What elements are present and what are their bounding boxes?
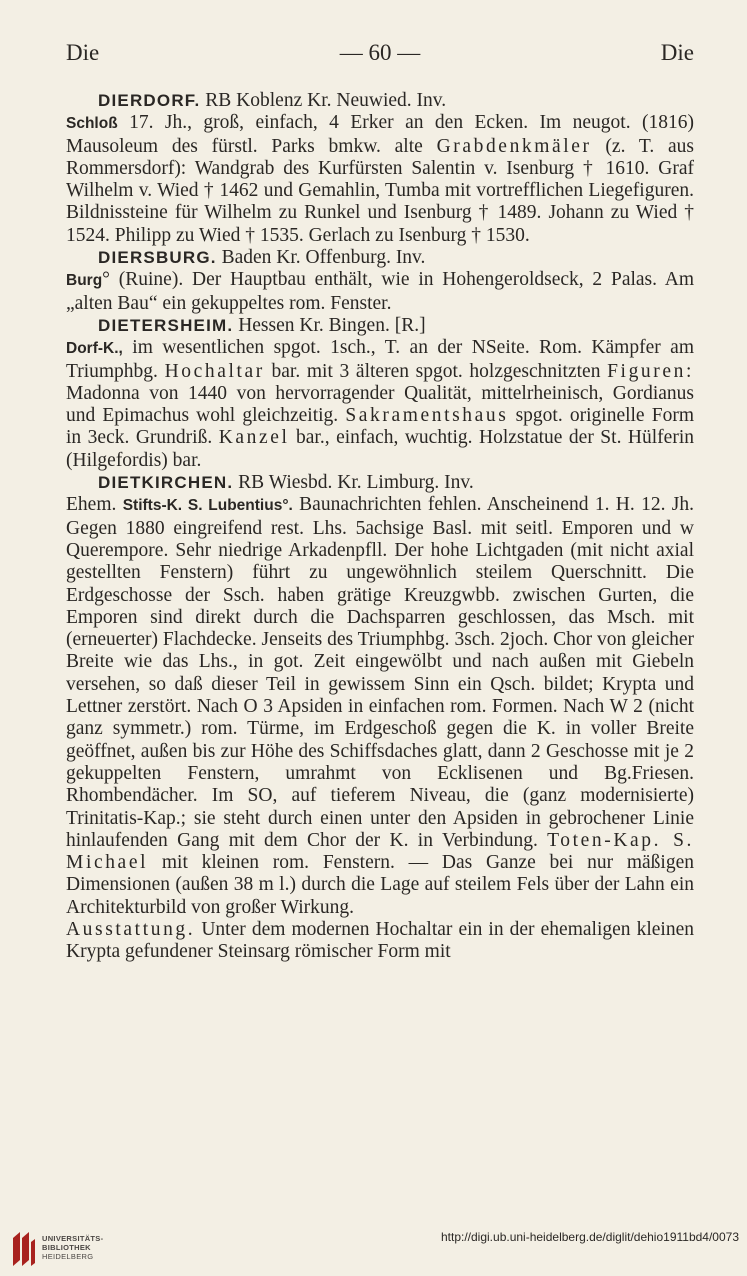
logo-line: UNIVERSITÄTS-: [42, 1234, 104, 1243]
entry-dietersheim: [66, 315, 694, 337]
running-head-left: Die: [66, 40, 100, 65]
spaced-term: Kanzel: [218, 427, 290, 449]
entry-text: 17. Jh., groß, einfach, 4 Erker an den Ecken. Im neugot. (1816) Mausoleum des fürstl. Parks bmkw. alte: [66, 112, 694, 157]
footer: [0, 1218, 747, 1276]
running-head-right: Die: [660, 40, 694, 65]
entry-label: Stifts-K. S. Lubentius°.: [122, 497, 293, 515]
entry-heading: DIERSBURG.: [98, 248, 217, 268]
main-text: [66, 90, 694, 964]
entry-text: Baunachrichten fehlen. Anscheinend 1. H. 12. Jh. Gegen 1880 eingreifend rest. Lhs. 5achsige Basl. mit seitl. Emporen und w Querempore. Sehr niedrige Arkadenpfll. Der hohe Lichtgaden (mit nicht axial gestellten Fenstern) führt zu ungewöhnlich steilem Querschnitt. Die Erdgeschosse der Ssch. haben grätige Kreuzgwbb. zwischen Gurten, die Emporen sind direkt durch die Dachsparren geschlossen, das Msch. mit (erneuerter) Flachdecke. Jenseits des Triumphbg. 3sch. 2joch. Chor von gleicher Breite wie das Lhs., in got. Zeit eingewölbt und nach außen mit Giebeln versehen, so daß dieser Teil in gewissem Sinn ein Qsch. bildet; Krypta und Lettner zerstört. Nach O 3 Apsiden in einfachen rom. Formen. Nach W 2 (nicht ganz symmetr.) rom. Türme, im Erdgeschoß gegen die K. in voller Breite geöffnet, außen bis zur Höhe des Schiffsdaches glatt, dann 2 Geschosse mit je 2 gekuppelten Fenstern, umrahmt von Ecklisenen und Bg.Friesen. Rhombendächer. Im SO, auf tieferem Niveau, die (ganz modernisierte) Trinitatis-Kap.; sie steht durch einen unter den Apsiden in gebrochener Linie hinlaufenden Gang mit dem Chor der K. in Verbindung.: [66, 494, 695, 851]
entry-intro: Baden Kr. Offenburg. Inv.: [216, 247, 426, 269]
spaced-term: Grabdenkmäler: [436, 135, 592, 157]
entry-text: spgot. originelle Form in 3eck. Grundriß.: [66, 405, 694, 449]
spaced-term: Ausstattung.: [66, 918, 196, 940]
entry-heading: DIETKIRCHEN.: [98, 473, 234, 493]
entry-label: Burg: [66, 272, 103, 290]
entry-intro: RB Wiesbd. Kr. Limburg. Inv.: [233, 472, 474, 494]
entry-text: bar. mit 3 älteren spgot. holzgeschnitzten: [264, 360, 608, 382]
entry-heading: DIERDORF.: [98, 91, 201, 110]
entry-diersburg: [66, 247, 694, 269]
entry-text: ° (Ruine). Der Hauptbau enthält, wie in Hohengeroldseck, 2 Palas. Am „alten Bau“ ein gekuppeltes rom. Fenster.: [66, 269, 694, 314]
entry-text: im wesentlichen spgot. 1sch., T. an der NSeite. Rom. Kämpfer am Triumphbg.: [66, 337, 694, 382]
spaced-term: Hochaltar: [164, 360, 265, 382]
entry-heading: DIETERSHEIM.: [98, 315, 234, 335]
library-logo: [10, 1230, 150, 1270]
entry-text: bar., einfach, wuchtig. Holzstatue der St. Hülferin (Hilgefordis) bar.: [66, 427, 694, 471]
entry-intro: Hessen Kr. Bingen. [R.]: [233, 314, 426, 336]
library-logo-text: [42, 1234, 103, 1261]
page-number: — 60 —: [339, 40, 421, 65]
logo-line: BIBLIOTHEK: [42, 1243, 91, 1252]
page-header: [66, 40, 694, 74]
entry-text: (z. T. aus Rommersdorf): Wandgrab des Kurfürsten Salentin v. Isenburg † 1610. Graf Wilhelm v. Wied † 1462 und Gemahlin, Tumba mit vortrefflichen Liegefiguren. Bildnissteine für Wilhelm zu Runkel und Isenburg † 1489. Johann zu Wied † 1524. Philipp zu Wied † 1535. Gerlach zu Isenburg † 1530.: [66, 135, 694, 246]
spaced-term: Figuren:: [607, 360, 694, 382]
entry-body: [66, 494, 694, 919]
entry-intro: RB Koblenz Kr. Neuwied. Inv.: [200, 90, 447, 111]
entry-dietkirchen: [66, 472, 694, 494]
entry-text: Ehem.: [66, 494, 123, 516]
entry-body: [66, 337, 694, 472]
entry-body: [66, 112, 694, 247]
entry-text: Unter dem modernen Hochaltar ein in der ehemaligen kleinen Krypta gefundener Steinsarg römischer Form mit: [66, 918, 694, 963]
source-url[interactable]: http://digi.ub.uni-heidelberg.de/diglit/dehio1911bd4/0073: [440, 1230, 739, 1244]
entry-label: Dorf-K.,: [66, 340, 123, 358]
spaced-term: Toten-Kap. S. Michael: [66, 829, 694, 874]
entry-text: mit kleinen rom. Fenstern. — Das Ganze bei nur mäßigen Dimensionen (außen 38 m l.) durch die Lage auf steilem Fels über der Lahn ein Architekturbild von großer Wirkung.: [66, 852, 694, 918]
entry-text: Madonna von 1440 von hervorragender Qualität, mittelrheinisch, Gordianus und Epimachus wohl gleichzeitig.: [66, 382, 694, 427]
entry-dierdorf: [66, 90, 694, 112]
ausstattung-paragraph: [66, 919, 694, 964]
entry-body: [66, 269, 694, 315]
entry-label: Schloß: [66, 115, 118, 133]
library-logo-icon: [10, 1230, 36, 1268]
logo-line: HEIDELBERG: [42, 1252, 94, 1261]
spaced-term: Sakramentshaus: [345, 405, 509, 427]
